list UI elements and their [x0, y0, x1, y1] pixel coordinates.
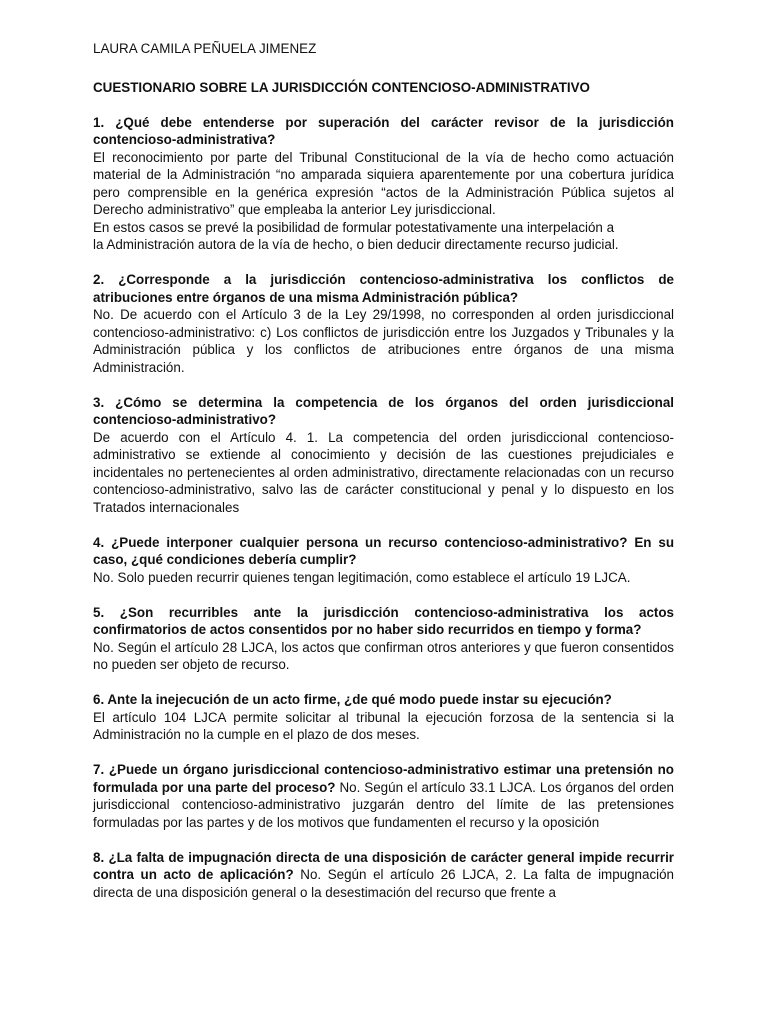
answer-text: No. Según el artículo 28 LJCA, los actos que confirman otros anteriores y que fueron consentidos no pueden ser objeto de recurso. — [93, 639, 674, 672]
question-block-8 — [93, 849, 674, 902]
question-block-6 — [93, 691, 674, 744]
answer-text: No. Según el artículo 33.1 LJCA. Los órganos del orden jurisdiccional contencioso-administrativo juzgarán dentro del límite de las pretensiones formuladas por las partes y de los motivos que fundamenten el recurso y la oposición — [93, 779, 674, 830]
answer-text: la Administración autora de la vía de hecho, o bien deducir directamente recurso judicial. — [93, 237, 619, 252]
document-title: CUESTIONARIO SOBRE LA JURISDICCIÓN CONTENCIOSO-ADMINISTRATIVO — [93, 79, 590, 95]
answer-text: No. Solo pueden recurrir quienes tengan legitimación, como establece el artículo 19 LJCA. — [93, 569, 631, 585]
question-text: 5. ¿Son recurribles ante la jurisdicción contencioso-administrativa los actos confirmatorios de actos consentidos por no haber sido recurridos en tiempo y forma? — [93, 604, 674, 637]
question-paragraph — [93, 761, 674, 831]
question-block-3 — [93, 394, 674, 517]
question-block-7 — [93, 761, 674, 831]
question-text: 6. Ante la inejecución de un acto firme, ¿de qué modo puede instar su ejecución? — [93, 692, 612, 707]
answer-text: No. De acuerdo con el Artículo 3 de la Ley 29/1998, no corresponden al orden jurisdiccional contencioso-administrativo: c) Los conflictos de jurisdicción entre los Juzgados y Tribunales y la Administración pública y los conflictos de atribuciones entre órganos de una misma Administración. — [93, 307, 674, 375]
answer-text: El artículo 104 LJCA permite solicitar al tribunal la ejecución forzosa de la sentencia si la Administración no la cumple en el plazo de dos meses. — [93, 709, 674, 742]
document-page — [93, 40, 674, 919]
question-text: 4. ¿Puede interponer cualquier persona un recurso contencioso-administrativo? En su caso, ¿qué condiciones debería cumplir? — [93, 534, 674, 567]
answer-text: En estos casos se prevé la posibilidad de formular potestativamente una interpelación a — [93, 219, 615, 235]
question-block-5 — [93, 604, 674, 674]
answer-text: El reconocimiento por parte del Tribunal Constitucional de la vía de hecho como actuación material de la Administración “no amparada siquiera aparentemente por una cobertura jurídica pero comprensible en la genérica expresión “actos de la Administración Pública sujetos al Derecho administrativo” que empleaba la anterior Ley jurisdiccional. — [93, 149, 674, 217]
author-name: LAURA CAMILA PEÑUELA JIMENEZ — [93, 41, 317, 56]
question-text: 2. ¿Corresponde a la jurisdicción contencioso-administrativa los conflictos de atribuciones entre órganos de una misma Administración pública? — [93, 272, 674, 305]
question-paragraph — [93, 849, 674, 902]
answer-text: De acuerdo con el Artículo 4. 1. La competencia del orden jurisdiccional contencioso-administrativo se extiende al conocimiento y decisión de las cuestiones prejudiciales e incidentales no pertenecientes al orden administrativo, directamente relacionadas con un recurso contencioso-administrativo, salvo las de carácter constitucional y penal y lo dispuesto en los Tratados internacionales — [93, 429, 674, 515]
question-block-4 — [93, 534, 674, 587]
question-text: 3. ¿Cómo se determina la competencia de los órganos del orden jurisdiccional contencioso-administrativo? — [93, 394, 674, 427]
answer-text: No. Según el artículo 26 LJCA, 2. La falta de impugnación directa de una disposición general o la desestimación del recurso que frente a — [93, 867, 675, 900]
question-block-2 — [93, 271, 674, 376]
question-text: 8. ¿La falta de impugnación directa de una disposición de carácter general impide recurrir contra un acto de aplicación? — [93, 849, 674, 882]
question-text: 1. ¿Qué debe entenderse por superación del carácter revisor de la jurisdicción contencioso-administrativa? — [93, 114, 674, 147]
question-block-1 — [93, 114, 674, 254]
question-text: 7. ¿Puede un órgano jurisdiccional contencioso-administrativo estimar una pretensión no formulada por una parte del proceso? — [93, 762, 674, 795]
